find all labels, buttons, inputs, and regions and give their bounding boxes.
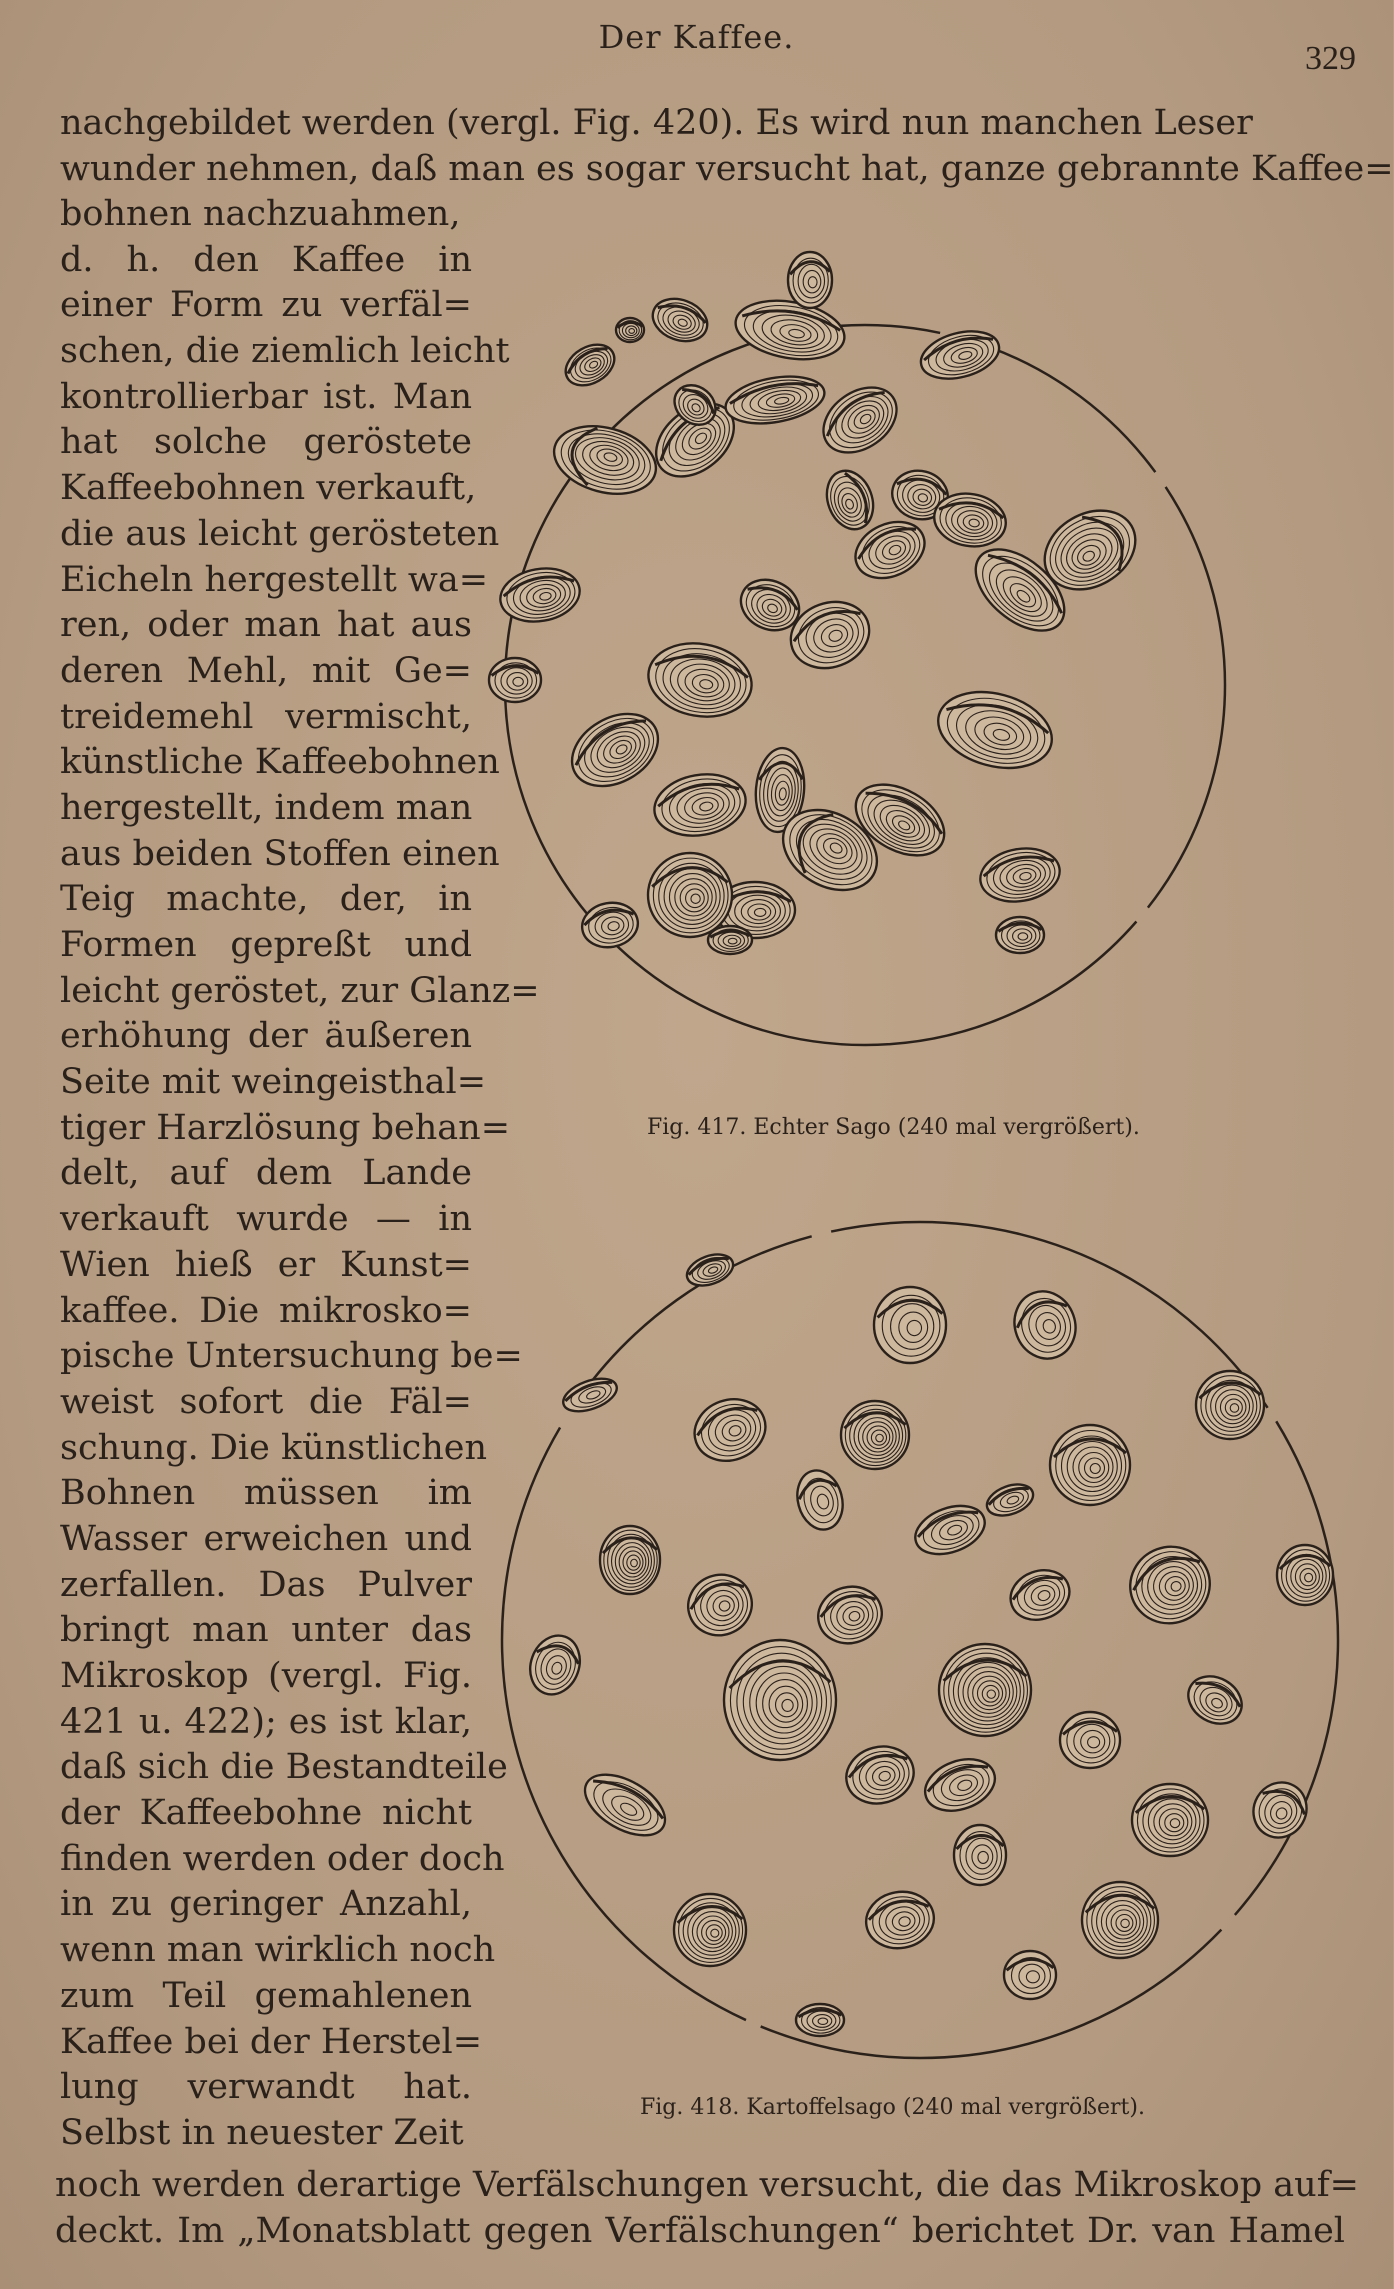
starch-grain bbox=[600, 1526, 660, 1594]
starch-grain bbox=[546, 416, 663, 505]
column-line: bringt man unter das bbox=[60, 1610, 472, 1651]
starch-grain bbox=[918, 1750, 1002, 1820]
starch-grain bbox=[616, 318, 644, 342]
closing-line-1: noch werden derartige Verfälschungen versucht, die das Mikroskop auf= bbox=[55, 2165, 1359, 2205]
starch-grain bbox=[909, 1497, 992, 1563]
starch-grain bbox=[558, 336, 621, 393]
column-line: schen, die ziemlich leicht bbox=[60, 331, 510, 372]
starch-grain bbox=[811, 374, 909, 466]
closing-line-2: deckt. Im „Monatsblatt gegen Verfälschungen“ berichtet Dr. van Hamel bbox=[55, 2211, 1345, 2251]
starch-grain bbox=[788, 252, 832, 308]
figure-418-microscope-view bbox=[490, 1220, 1350, 2060]
column-line: Seite mit weingeisthal= bbox=[60, 1062, 487, 1103]
column-line: einer Form zu verfäl= bbox=[60, 285, 472, 326]
column-line: zum Teil gemahlenen bbox=[60, 1975, 472, 2016]
starch-grain bbox=[819, 464, 881, 535]
starch-grain bbox=[683, 1249, 738, 1292]
starch-grain bbox=[579, 898, 642, 951]
starch-grain bbox=[862, 1887, 939, 1954]
column-line: aus beiden Stoffen einen bbox=[60, 833, 500, 874]
column-line: zerfallen. Das Pulver bbox=[60, 1564, 472, 1605]
starch-grain bbox=[559, 1372, 621, 1417]
figure-417-caption: Fig. 417. Echter Sago (240 mal vergrößert). bbox=[647, 1115, 1140, 1140]
column-line: finden werden oder doch bbox=[60, 1838, 505, 1879]
starch-grain bbox=[983, 1479, 1038, 1522]
starch-grain bbox=[680, 1566, 761, 1644]
starch-grain bbox=[1243, 1773, 1316, 1847]
starch-grain bbox=[1082, 1882, 1158, 1958]
column-line: Eicheln hergestellt wa= bbox=[60, 559, 489, 600]
page-number: 329 bbox=[1305, 40, 1356, 77]
column-line: daß sich die Bestandteile bbox=[60, 1747, 508, 1788]
starch-grain bbox=[649, 767, 750, 842]
column-line: tiger Harzlösung behan= bbox=[60, 1107, 511, 1148]
starch-grain bbox=[916, 323, 1005, 386]
starch-grain bbox=[1196, 1371, 1264, 1439]
starch-grain bbox=[496, 562, 584, 627]
column-line: wenn man wirklich noch bbox=[60, 1930, 496, 1971]
column-line: verkauft wurde — in bbox=[60, 1199, 472, 1240]
starch-grain bbox=[522, 1629, 588, 1702]
figure-417-microscope-view bbox=[500, 230, 1220, 990]
column-line: treidemehl vermischt, bbox=[60, 696, 472, 737]
starch-grain bbox=[559, 699, 671, 800]
column-line: kaffee. Die mikrosko= bbox=[60, 1290, 472, 1331]
column-line: hat solche geröstete bbox=[60, 422, 472, 463]
column-line: Kaffee bei der Herstel= bbox=[60, 2021, 483, 2062]
starch-grain bbox=[976, 842, 1064, 907]
column-line: Mikroskop (vergl. Fig. bbox=[60, 1656, 472, 1696]
starch-grain bbox=[874, 1287, 946, 1363]
column-line: Teig machte, der, in bbox=[60, 879, 472, 920]
starch-grain bbox=[731, 293, 849, 367]
starch-grain bbox=[724, 1640, 836, 1760]
intro-line-2: wunder nehmen, daß man es sogar versucht hat, ganze gebrannte Kaffee= bbox=[60, 149, 1394, 189]
column-line: d. h. den Kaffee in bbox=[60, 239, 472, 280]
column-line: der Kaffeebohne nicht bbox=[60, 1793, 472, 1834]
starch-grain bbox=[791, 1465, 849, 1534]
column-line: schung. Die künstlichen bbox=[60, 1427, 488, 1468]
starch-grain bbox=[939, 1644, 1031, 1736]
starch-grain bbox=[647, 292, 713, 349]
column-line: die aus leicht gerösteten bbox=[60, 513, 500, 554]
starch-grain bbox=[643, 636, 758, 725]
column-line: 421 u. 422); es ist klar, bbox=[60, 1701, 472, 1742]
column-line: Bohnen müssen im bbox=[60, 1473, 472, 1514]
starch-grain bbox=[674, 1894, 746, 1966]
text-column bbox=[60, 192, 540, 2157]
starch-grain bbox=[930, 680, 1061, 780]
starch-grain bbox=[1119, 1536, 1220, 1635]
starch-grain bbox=[1050, 1425, 1130, 1505]
starch-grain bbox=[1132, 1784, 1208, 1856]
column-line: Wien hieß er Kunst= bbox=[60, 1244, 472, 1285]
intro-line-1: nachgebildet werden (vergl. Fig. 420). Es wird nun manchen Leser bbox=[60, 103, 1253, 143]
starch-grain bbox=[1180, 1667, 1250, 1733]
column-line: bohnen nachzuahmen, bbox=[60, 194, 461, 234]
starch-grain bbox=[812, 1580, 888, 1651]
column-line: in zu geringer Anzahl, bbox=[60, 1884, 472, 1925]
column-line: leicht geröstet, zur Glanz= bbox=[60, 970, 540, 1011]
starch-grain bbox=[1277, 1545, 1333, 1605]
starch-grain bbox=[1004, 1562, 1077, 1628]
starch-grain bbox=[1004, 1951, 1056, 1999]
starch-grain bbox=[954, 1825, 1006, 1885]
column-line: Selbst in neuester Zeit bbox=[60, 2112, 464, 2153]
starch-grain bbox=[996, 917, 1044, 953]
running-header: Der Kaffee. bbox=[598, 18, 795, 56]
column-line: delt, auf dem Lande bbox=[60, 1153, 472, 1194]
starch-grain bbox=[489, 658, 541, 702]
figure-418-caption: Fig. 418. Kartoffelsago (240 mal vergrößert). bbox=[640, 2095, 1145, 2120]
column-line: hergestellt, indem man bbox=[60, 787, 473, 828]
column-line: erhöhung der äußeren bbox=[60, 1016, 472, 1057]
starch-grain bbox=[708, 926, 752, 954]
column-line: pische Untersuchung be= bbox=[60, 1336, 523, 1377]
column-line: lung verwandt hat. bbox=[60, 2067, 472, 2108]
starch-grain bbox=[575, 1762, 675, 1848]
column-line: deren Mehl, mit Ge= bbox=[60, 650, 472, 691]
starch-grain bbox=[1005, 1283, 1085, 1367]
starch-grain bbox=[1060, 1712, 1120, 1768]
column-line: ren, oder man hat aus bbox=[60, 605, 472, 646]
column-line: künstliche Kaffeebohnen bbox=[60, 742, 500, 783]
column-line: Wasser erweichen und bbox=[60, 1518, 472, 1559]
starch-grain bbox=[722, 370, 828, 431]
starch-grain bbox=[796, 2004, 844, 2036]
column-line: kontrollierbar ist. Man bbox=[60, 376, 472, 417]
column-line: Kaffeebohnen verkauft, bbox=[60, 468, 477, 509]
starch-grain bbox=[841, 1401, 909, 1469]
starch-grain bbox=[686, 1389, 774, 1470]
column-line: weist sofort die Fäl= bbox=[60, 1381, 472, 1422]
column-line: Formen gepreßt und bbox=[60, 925, 472, 965]
starch-grain bbox=[840, 1739, 920, 1811]
starch-grain bbox=[648, 853, 732, 937]
